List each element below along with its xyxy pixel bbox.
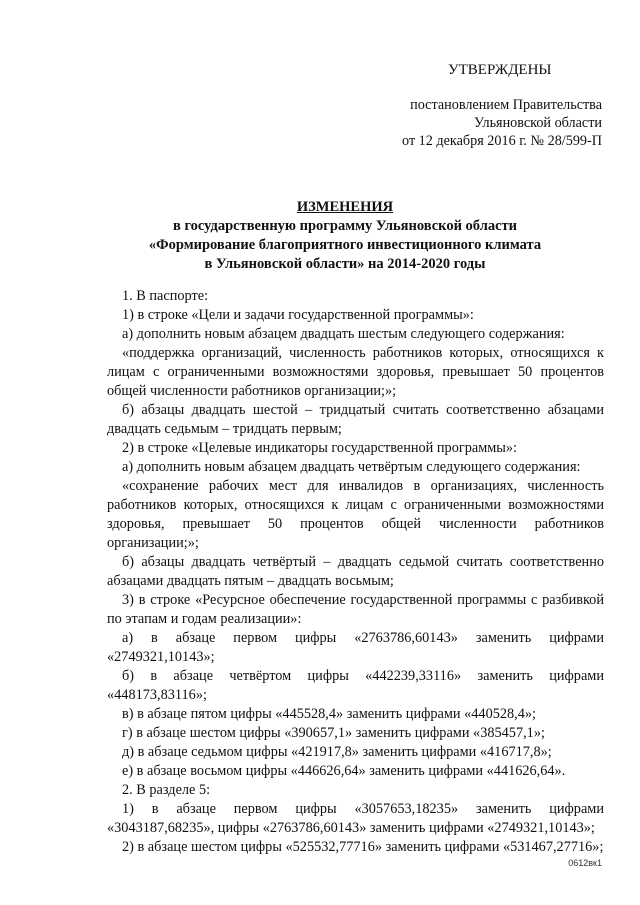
document-code: 0612вк1 [568, 858, 602, 868]
decree-line: постановлением Правительства [410, 97, 602, 113]
approval-title: УТВЕРЖДЕНЫ [448, 62, 552, 78]
paragraph: «сохранение рабочих мест для инвалидов в организациях, численность работников которых, относящихся к лицам с ограниченными возможностями здоровья, превышает 50 процентов общей численности работников организации;»; [107, 478, 604, 551]
paragraph: б) абзацы двадцать четвёртый – двадцать седьмой считать соответственно абзацами двадцать пятым – двадцать восьмым; [107, 554, 604, 589]
paragraph: г) в абзаце шестом цифры «390657,1» заменить цифрами «385457,1»; [122, 725, 545, 741]
approval-decree [402, 96, 602, 150]
paragraph: б) абзацы двадцать шестой – тридцатый считать соответственно абзацами двадцать седьмым – тридцать первым; [107, 402, 604, 437]
heading-line: «Формирование благоприятного инвестиционного климата [148, 237, 542, 253]
paragraph: 3) в строке «Ресурсное обеспечение государственной программы с разбивкой по этапам и годам реализации»: [107, 592, 604, 627]
paragraph: в) в абзаце пятом цифры «445528,4» заменить цифрами «440528,4»; [122, 706, 537, 722]
paragraph: 1) в абзаце первом цифры «3057653,18235» заменить цифрами «3043187,68235», цифры «2763786,60143» заменить цифрами «2749321,10143»; [107, 801, 604, 836]
heading-main: ИЗМЕНЕНИЯ [296, 199, 394, 215]
paragraph: 1. В паспорте: [122, 288, 209, 304]
heading-line: в государственную программу Ульяновской области [172, 218, 517, 234]
paragraph: б) в абзаце четвёртом цифры «442239,33116» заменить цифрами «448173,83116»; [107, 668, 604, 703]
heading-line: в Ульяновской области» на 2014-2020 годы [204, 256, 486, 272]
paragraph: а) дополнить новым абзацем двадцать шестым следующего содержания: [122, 326, 565, 342]
paragraph: 2. В разделе 5: [122, 782, 211, 798]
document-body [107, 287, 604, 857]
decree-line: от 12 декабря 2016 г. № 28/599-П [402, 133, 602, 149]
paragraph: а) в абзаце первом цифры «2763786,60143» заменить цифрами «2749321,10143»; [107, 630, 604, 665]
paragraph: д) в абзаце седьмом цифры «421917,8» заменить цифрами «416717,8»; [122, 744, 552, 760]
paragraph: а) дополнить новым абзацем двадцать четвёртым следующего содержания: [122, 459, 581, 475]
decree-line: Ульяновской области [474, 115, 602, 131]
paragraph: «поддержка организаций, численность работников которых, относящихся к лицам с ограниченными возможностями здоровья, превышает 50 процентов общей численности работников организации;»; [107, 345, 604, 399]
paragraph: е) в абзаце восьмом цифры «446626,64» заменить цифрами «441626,64». [122, 763, 566, 779]
paragraph: 1) в строке «Цели и задачи государственной программы»: [122, 307, 474, 323]
document-heading [60, 198, 630, 274]
paragraph: 2) в строке «Целевые индикаторы государственной программы»: [122, 440, 518, 456]
paragraph: 2) в абзаце шестом цифры «525532,77716» заменить цифрами «531467,27716»; [122, 839, 604, 855]
